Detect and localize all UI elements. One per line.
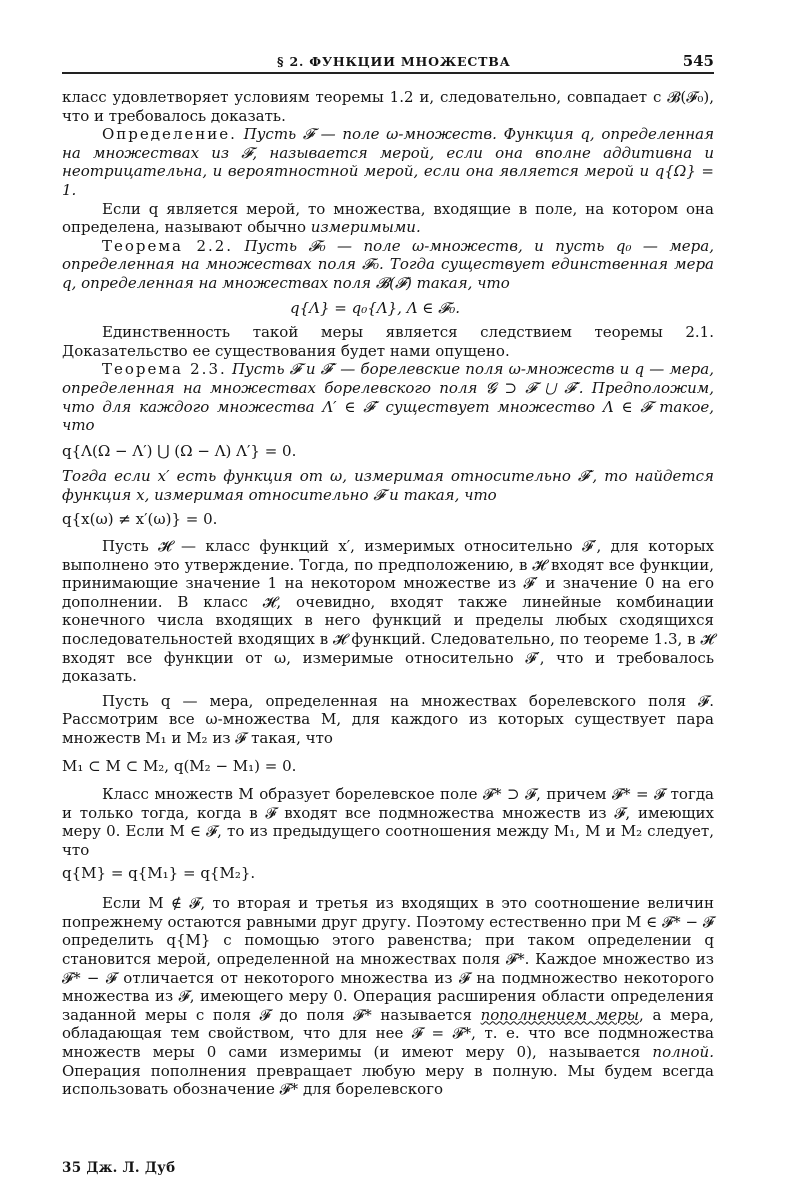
- paragraph-proof-2-3: Пусть 𝓗 — класс функций x′, измеримых относительно 𝓕′, для которых выполнено это утверждение. Тогда, по предположению, в 𝓗 входят все функции, принимающие значение 1 на некотором множестве из 𝓕′ и значение 0 на его дополнении. В класс 𝓗, очевидно, входят также линейные комбинации конечного числа входящих в него функций и пределы любых сходящихся последовательностей входящих в 𝓗 функций. Следовательно, по теореме 1.3, в 𝓗 входят все функции от ω, измеримые относительно 𝓕′, что и требовалось доказать.: [62, 537, 714, 686]
- formula-symmetric-difference: q{Λ(Ω − Λ′) ⋃ (Ω − Λ) Λ′} = 0.: [62, 441, 297, 460]
- paragraph-borel-field: Класс множеств M образует борелевское поле 𝓕* ⊃ 𝓕, причем 𝓕* = 𝓕 тогда и только тогда, когда в 𝓕 входят все подмножества множеств из 𝓕, имеющих меру 0. Если M ∈ 𝓕, то из предыдущего соотношения между M₁, M и M₂ следует, что: [62, 785, 714, 859]
- paragraph-completion-setup: Пусть q — мера, определенная на множествах борелевского поля 𝓕. Рассмотрим все ω-множества M, для каждого из которых существует пара множеств M₁ и M₂ из 𝓕 такая, что: [62, 691, 714, 747]
- formula-sandwich: M₁ ⊂ M ⊂ M₂, q(M₂ − M₁) = 0.: [62, 756, 297, 775]
- paragraph-completion-text-3: Операция пополнения превращает любую меру в полную. Мы будем всегда использовать обозначение 𝓕* для борелевского: [62, 1061, 714, 1099]
- term-complete: полной.: [652, 1042, 714, 1061]
- paragraph-completion: [62, 894, 714, 1099]
- section-title: § 2. ФУНКЦИИ МНОЖЕСТВА: [277, 54, 511, 69]
- definition-label: Определение.: [102, 125, 237, 144]
- formula-equal-measures: q{M} = q{M₁} = q{M₂}.: [62, 863, 256, 882]
- definition: [62, 125, 714, 199]
- signature-mark: 35 Дж. Л. Дуб: [62, 1160, 176, 1176]
- theorem-2-3-text: Пусть 𝓕 и 𝓕′ — борелевские поля ω-множеств и q — мера, определенная на множествах борелевского поля 𝓖 ⊃ 𝓕 ⋃ 𝓕′. Предположим, что для каждого множества Λ′ ∈ 𝓕′ существует множество Λ ∈ 𝓕 такое, что: [62, 360, 714, 435]
- page-number: 545: [682, 52, 714, 70]
- theorem-2-2: [62, 237, 714, 293]
- theorem-2-3-label: Теорема 2.3.: [102, 360, 227, 379]
- formula-extension: q{Λ} = q₀{Λ}, Λ ∈ 𝓕₀.: [290, 298, 461, 317]
- theorem-2-2-label: Теорема 2.2.: [102, 236, 234, 255]
- term-measurable: измеримыми.: [310, 218, 421, 237]
- paragraph-measurable-text: Если q является мерой, то множества, входящие в поле, на котором она определена, называют обычно: [62, 199, 714, 237]
- paragraph-completion-text: Если M ∉ 𝓕, то вторая и третья из входящих в это соотношение величин попрежнему остаются равными друг другу. Поэтому естественно при M ∈ 𝓕* − 𝓕 определить q{M} с помощью этого равенства; при таком определении q становится мерой, определенной на множествах поля 𝓕*. Каждое множество из 𝓕* − 𝓕 отличается от некоторого множества из 𝓕 на подмножество некоторого множества из 𝓕, имеющего меру 0. Операция расширения области определения заданной меры с поля 𝓕 до поля 𝓕* называется: [62, 894, 714, 1024]
- page-body: [62, 88, 714, 1099]
- theorem-2-2-text: Пусть 𝓕₀ — поле ω-множеств, и пусть q₀ — мера, определенная на множествах поля 𝓕₀. Тогда существует единственная мера q, определенная на множествах поля 𝓑(𝓕) такая, что: [62, 236, 714, 292]
- paragraph-completion-text-2: , а мера, обладающая тем свойством, что для нее 𝓕 = 𝓕*, т. е. что все подмножества множеств меры 0 сами измеримы (и имеют меру 0), называется: [62, 1005, 714, 1061]
- theorem-2-3: [62, 360, 714, 434]
- term-completion: пополнением меры: [480, 1005, 639, 1024]
- header-rule: [62, 72, 714, 74]
- theorem-2-3-conclusion: Тогда если x′ есть функция от ω, измеримая относительно 𝓕′, то найдется функция x, измеримая относительно 𝓕 и такая, что: [62, 467, 714, 504]
- paragraph-measurable: [62, 200, 714, 237]
- formula-equivalence: q{x(ω) ≠ x′(ω)} = 0.: [62, 510, 218, 529]
- running-header: [62, 50, 714, 76]
- paragraph-uniqueness: Единственность такой меры является следствием теоремы 2.1. Доказательство ее существования будет нами опущено.: [62, 323, 714, 360]
- definition-text: Пусть 𝓕 — поле ω-множеств. Функция q, определенная на множествах из 𝓕, называется мерой, если она вполне аддитивна и неотрицательна, и вероятностной мерой, если она является мерой и q{Ω} = 1.: [62, 125, 714, 199]
- paragraph-proof-end: класс удовлетворяет условиям теоремы 1.2 и, следовательно, совпадает с 𝓑(𝓕₀), что и требовалось доказать.: [62, 88, 714, 125]
